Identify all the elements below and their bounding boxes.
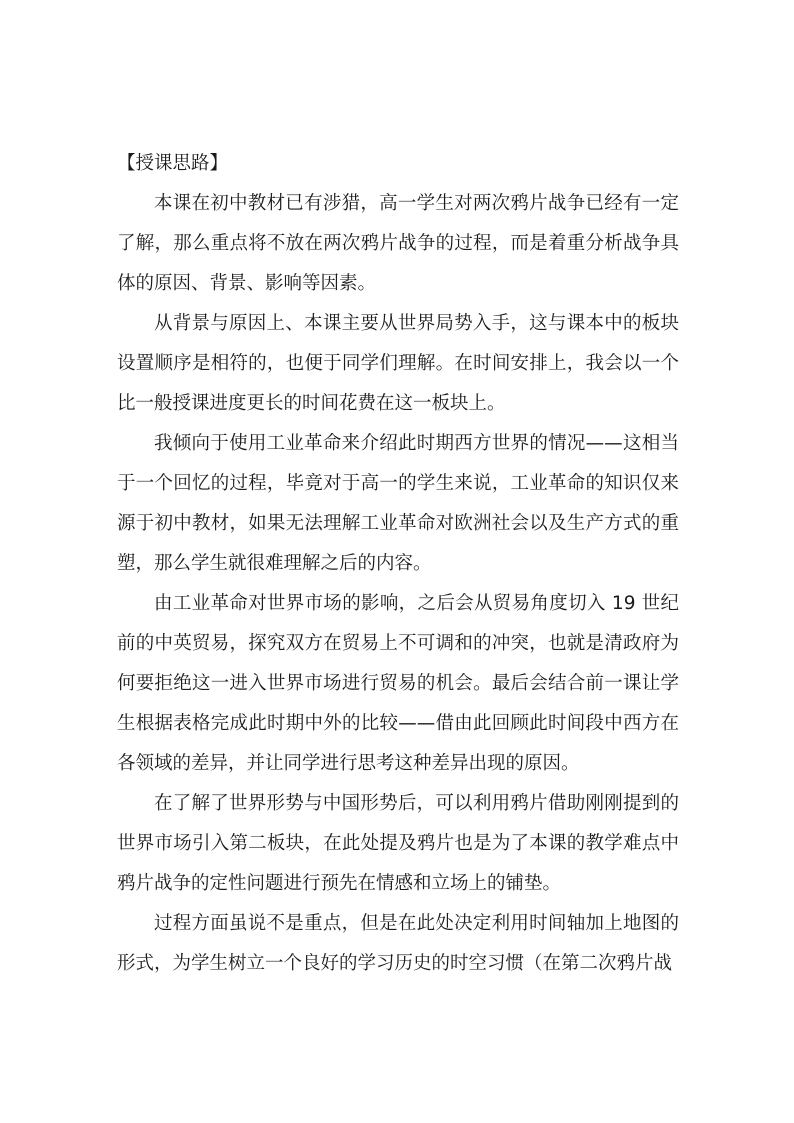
paragraph-2: 从背景与原因上、本课主要从世界局势入手，这与课本中的板块设置顺序是相符的，也便于同学们理解。在时间安排上，我会以一个比一般授课进度更长的时间花费在这一板块上。: [117, 313, 679, 414]
paragraph-1: 本课在初中教材已有涉猎，高一学生对两次鸦片战争已经有一定了解，那么重点将不放在两次鸦片战争的过程，而是着重分析战争具体的原因、背景、影响等因素。: [117, 193, 679, 294]
paragraph-6: 过程方面虽说不是重点，但是在此处决定利用时间轴加上地图的形式，为学生树立一个良好的学习历史的时空习惯（在第二次鸦片战: [117, 913, 679, 974]
document-body: [117, 144, 679, 984]
section-heading: 【授课思路】: [117, 153, 229, 174]
paragraph-3: 我倾向于使用工业革命来介绍此时期西方世界的情况——这相当于一个回忆的过程，毕竟对于高一的学生来说，工业革命的知识仅来源于初中教材，如果无法理解工业革命对欧洲社会以及生产方式的重塑，那么学生就很难理解之后的内容。: [117, 433, 679, 574]
paragraph-5: 在了解了世界形势与中国形势后，可以利用鸦片借助刚刚提到的世界市场引入第二板块，在此处提及鸦片也是为了本课的教学难点中鸦片战争的定性问题进行预先在情感和立场上的铺垫。: [117, 793, 679, 894]
paragraph-4: 由工业革命对世界市场的影响，之后会从贸易角度切入 19 世纪前的中英贸易，探究双方在贸易上不可调和的冲突，也就是清政府为何要拒绝这一进入世界市场进行贸易的机会。最后会结合前一课让学生根据表格完成此时期中外的比较——借由此回顾此时间段中西方在各领域的差异，并让同学进行思考这种差异出现的原因。: [117, 593, 679, 774]
